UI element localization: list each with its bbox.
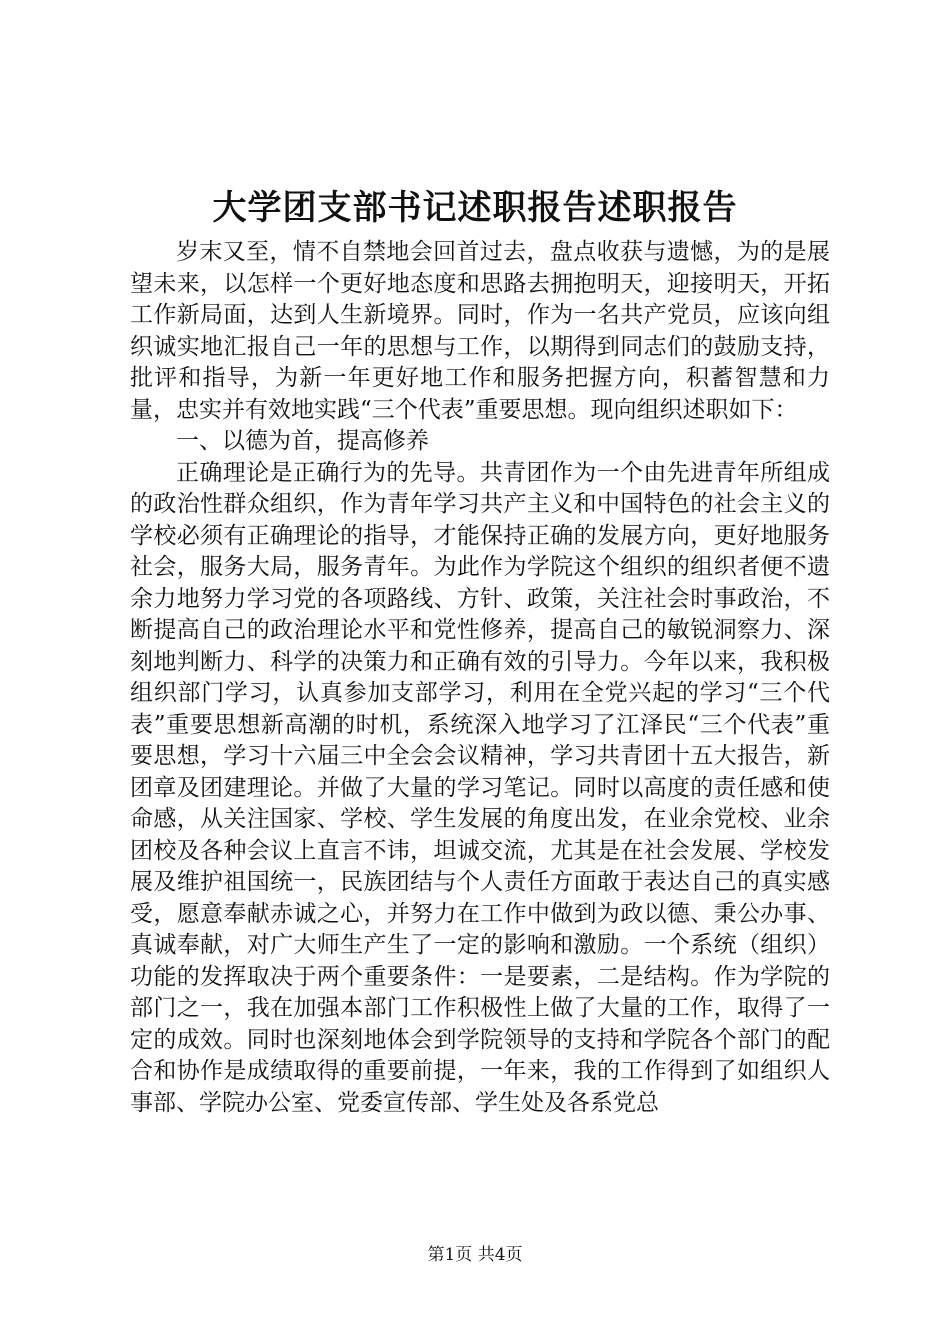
document-body [130,237,830,1119]
intro-paragraph: 岁末又至，情不自禁地会回首过去，盘点收获与遗憾，为的是展望未来，以怎样一个更好地态度和思路去拥抱明天，迎接明天，开拓工作新局面，达到人生新境界。同时，作为一名共产党员，应该向组织诚实地汇报自己一年的思想与工作，以期得到同志们的鼓励支持，批评和指导，为新一年更好地工作和服务把握方向，积蓄智慧和力量，忠实并有效地实践“三个代表”重要思想。现向组织述职如下： [130,239,830,423]
section-heading: 一、以德为首，提高修养 [176,428,429,454]
section-paragraph: 正确理论是正确行为的先导。共青团作为一个由先进青年所组成的政治性群众组织，作为青年学习共产主义和中国特色的社会主义的学校必须有正确理论的指导，才能保持正确的发展方向，更好地服务社会，服务大局，服务青年。为此作为学院这个组织的组织者便不遗余力地努力学习党的各项路线、方针、政策，关注社会时事政治，不断提高自己的政治理论水平和党性修养，提高自己的敏锐洞察力、深刻地判断力、科学的决策力和正确有效的引导力。今年以来，我积极组织部门学习，认真参加支部学习，利用在全党兴起的学习“三个代表”重要思想新高潮的时机，系统深入地学习了江泽民“三个代表”重要思想，学习十六届三中全会会议精神，学习共青团十五大报告，新团章及团建理论。并做了大量的学习笔记。同时以高度的责任感和使命感，从关注国家、学校、学生发展的角度出发，在业余党校、业余团校及各种会议上直言不讳，坦诚交流，尤其是在社会发展、学校发展及维护祖国统一，民族团结与个人责任方面敢于表达自己的真实感受，愿意奉献赤诚之心，并努力在工作中做到为政以德、秉公办事、真诚奉献，对广大师生产生了一定的影响和激励。一个系统（组织）功能的发挥取决于两个重要条件：一是要素，二是结构。作为学院的部门之一，我在加强本部门工作积极性上做了大量的工作，取得了一定的成效。同时也深刻地体会到学院领导的支持和学院各个部门的配合和协作是成绩取得的重要前提，一年来，我的工作得到了如组织人事部、学院办公室、党委宣传部、学生处及各系党总 [130,459,830,1116]
document-title: 大学团支部书记述职报告述职报告 [212,188,738,228]
page-number-footer: 第1页 共4页 [427,1245,523,1265]
